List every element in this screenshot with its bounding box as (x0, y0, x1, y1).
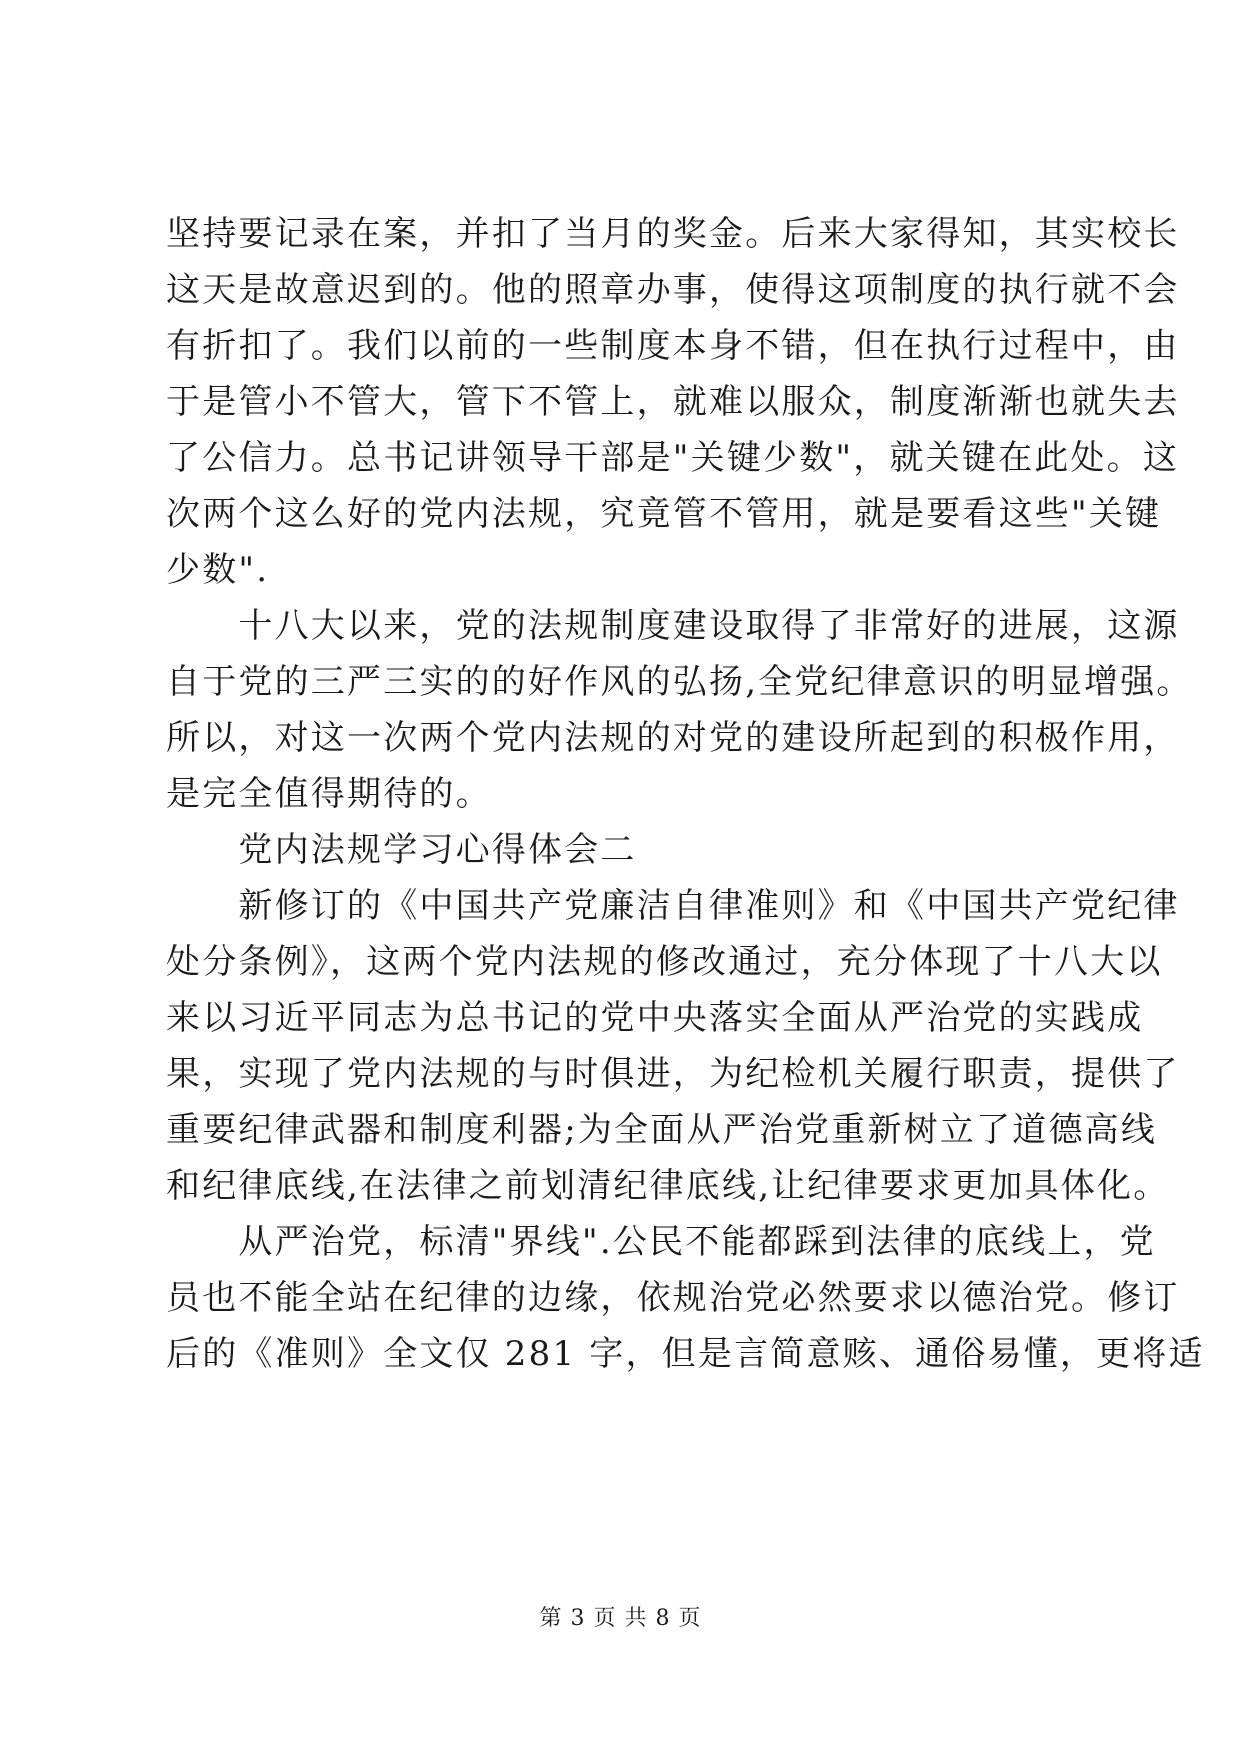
text-line: 自于党的三严三实的的好作风的弘扬,全党纪律意识的明显增强。 (166, 662, 1193, 702)
text-line: 后的《准则》全文仅 281 字，但是言简意赅、通俗易懂，更将适 (166, 1334, 1205, 1374)
text-line: 这天是故意迟到的。他的照章办事，使得这项制度的执行就不会 (166, 270, 1180, 310)
page-number-footer: 第 3 页 共 8 页 (539, 1606, 702, 1631)
text-line: 处分条例》，这两个党内法规的修改通过，充分体现了十八大以 (166, 942, 1163, 982)
text-line: 重要纪律武器和制度利器;为全面从严治党重新树立了道德高线 (166, 1110, 1158, 1150)
text-line: 少数". (166, 550, 270, 590)
text-line: 有折扣了。我们以前的一些制度本身不错，但在执行过程中，由 (166, 326, 1180, 366)
text-line: 坚持要记录在案，并扣了当月的奖金。后来大家得知，其实校长 (166, 214, 1180, 254)
text-line: 了公信力。总书记讲领导干部是"关键少数"，就关键在此处。这 (166, 438, 1180, 478)
text-line: 员也不能全站在纪律的边缘，依规治党必然要求以德治党。修订 (166, 1278, 1180, 1318)
text-line: 果，实现了党内法规的与时俱进，为纪检机关履行职责，提供了 (166, 1054, 1180, 1094)
text-line: 来以习近平同志为总书记的党中央落实全面从严治党的实践成 (166, 998, 1144, 1038)
text-line: 次两个这么好的党内法规，究竟管不管用，就是要看这些"关键 (166, 494, 1162, 534)
text-line: 从严治党，标清"界线".公民不能都踩到法律的底线上，党 (166, 1222, 1156, 1262)
text-line: 十八大以来，党的法规制度建设取得了非常好的进展，这源 (166, 606, 1180, 646)
text-line: 和纪律底线,在法律之前划清纪律底线,让纪律要求更加具体化。 (166, 1166, 1170, 1206)
text-line: 所以，对这一次两个党内法规的对党的建设所起到的积极作用， (166, 718, 1180, 758)
section-heading: 党内法规学习心得体会二 (166, 830, 637, 870)
text-line: 是完全值得期待的。 (166, 774, 492, 814)
text-line: 新修订的《中国共产党廉洁自律准则》和《中国共产党纪律 (166, 886, 1180, 926)
text-line: 于是管小不管大，管下不管上，就难以服众，制度渐渐也就失去 (166, 382, 1180, 422)
